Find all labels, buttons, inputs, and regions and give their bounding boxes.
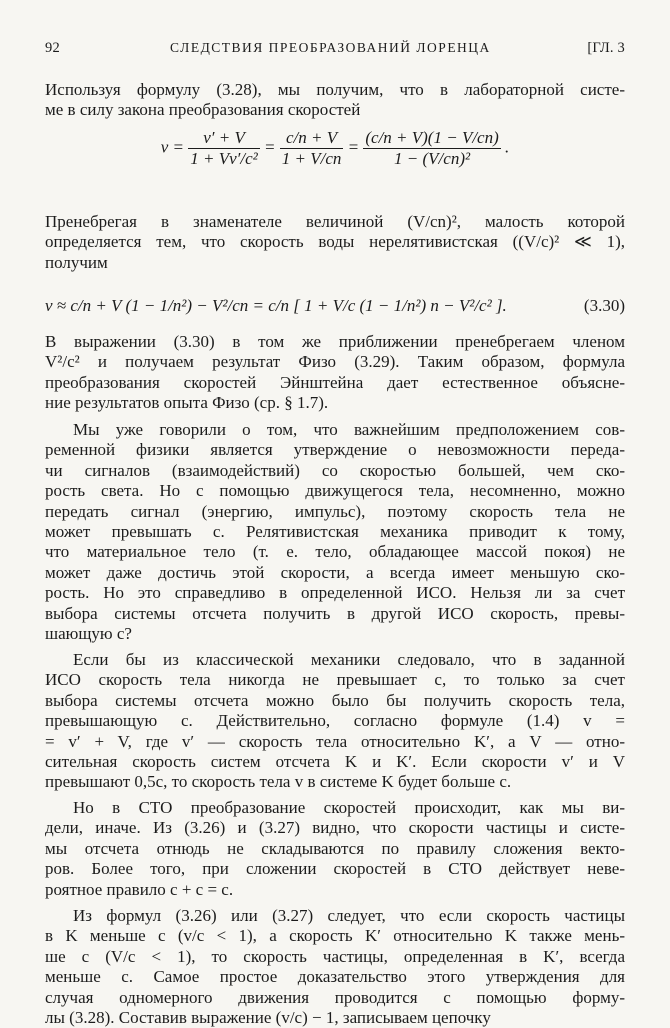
text-line: V²/c² и получаем результат Физо (3.29). Таким образом, формула xyxy=(45,352,625,372)
text-line: Из формул (3.26) или (3.27) следует, что если скорость частицы xyxy=(73,906,625,925)
running-header xyxy=(45,40,625,62)
text-line: случая одномерного движения проводится с помощью форму- xyxy=(45,987,625,1007)
numerator: c/n + V xyxy=(280,128,344,149)
text-line: Но в СТО преобразование скоростей происходит, как мы ви- xyxy=(73,798,625,817)
paragraph-proof xyxy=(45,906,625,1028)
text-line: мы отсчета отнюдь не складываются по правилу сложения векто- xyxy=(45,838,625,858)
fraction xyxy=(280,128,344,169)
eq-sign: = xyxy=(264,137,276,157)
intro-paragraph xyxy=(45,80,625,121)
paragraph-sto xyxy=(45,798,625,900)
text-line: ше c (V/c < 1), то скорость частицы, определенная в K′, всегда xyxy=(45,946,625,966)
text-line: ме в силу закона преобразования скоростей xyxy=(45,100,361,120)
text-line: чи сигналов (взаимодействий) со скоростью большей, чем ско- xyxy=(45,460,625,480)
fraction xyxy=(188,128,260,169)
page-number: 92 xyxy=(45,40,60,56)
text-line: Если бы из классической механики следовало, что в заданной xyxy=(73,650,625,669)
numerator: (c/n + V)(1 − V/cn) xyxy=(365,128,499,147)
fraction xyxy=(363,128,500,169)
text-line: выбора системы отсчета можно было бы получить скорость тела, xyxy=(45,690,625,710)
equation-velocity-lab xyxy=(45,128,625,200)
chapter-label: [ГЛ. 3 xyxy=(587,40,625,56)
text-line: в K меньше c (v/c < 1), а скорость K′ относительно K также мень- xyxy=(45,926,625,946)
text-line: В выражении (3.30) в том же приближении пренебрегаем членом xyxy=(45,332,625,351)
text-line: может превышать c. Релятивистская механика приводит к тому, xyxy=(45,522,625,542)
numerator: v′ + V xyxy=(188,128,260,149)
text-line: ременной физики является утверждение о невозможности переда- xyxy=(45,440,625,460)
text-line: превышающую c. Действительно, согласно формуле (1.4) v = xyxy=(45,711,625,731)
text-line: = v′ + V, где v′ — скорость тела относительно K′, а V — отно- xyxy=(45,731,625,751)
text-line: Мы уже говорили о том, что важнейшим предположением сов- xyxy=(73,420,625,439)
paragraph-classical xyxy=(45,650,625,793)
text-line: сительная скорость систем отсчета K и K′. Если скорости v′ и V xyxy=(45,752,625,772)
text-line: рость. Но это справедливо в определенной ИСО. Нельзя ли за счет xyxy=(45,583,625,603)
equation-3-30 xyxy=(45,290,625,322)
denominator: 1 + Vv′/c² xyxy=(190,149,258,168)
text-line: превышают 0,5c, то скорость тела v в системе K будет больше c. xyxy=(45,772,512,792)
text-line: Используя формулу (3.28), мы получим, что в лабораторной систе- xyxy=(45,80,625,99)
equation-number: (3.30) xyxy=(583,296,625,315)
text-line: определяется тем, что скорость воды нерелятивистская ((V/c)² ≪ 1), xyxy=(45,232,625,252)
text-line: Пренебрегая в знаменателе величиной (V/cn)², малость которой xyxy=(45,212,625,231)
eq-sign: = xyxy=(347,137,360,157)
text-line: выбора системы отсчета получить в другой ИСО скорость, превы- xyxy=(45,603,625,623)
equation-expression: v ≈ c/n + V (1 − 1/n²) − V²/cn = c/n [ 1 + V/c (1 − 1/n²) n − V²/c² ]. xyxy=(45,296,507,315)
paragraph-neglect xyxy=(45,212,625,273)
text-line: лы (3.28). Составив выражение (v/c) − 1, записываем цепочку xyxy=(45,1008,491,1028)
text-line: получим xyxy=(45,252,108,272)
text-line: преобразования скоростей Эйнштейна дает естественное объясне- xyxy=(45,372,625,392)
eq-end: . xyxy=(505,137,510,157)
text-line: ние результатов опыта Физо (ср. § 1.7). xyxy=(45,393,329,413)
text-line: ров. Более того, при сложении скоростей в СТО действует неве- xyxy=(45,859,625,879)
text-line: передать сигнал (энергию, импульс), поэтому скорость тела не xyxy=(45,501,625,521)
text-line: ИСО скорость тела никогда не превышает c, то только за счет xyxy=(45,670,625,690)
eq-lhs: v = xyxy=(160,137,185,157)
text-line: может даже достичь этой скорости, а всегда имеет меньшую ско- xyxy=(45,562,625,582)
text-line: шающую c? xyxy=(45,624,132,644)
text-line: дели, иначе. Из (3.26) и (3.27) видно, что скорости частицы и систе- xyxy=(45,818,625,838)
text-line: меньше c. Самое простое доказательство этого утверждения для xyxy=(45,967,625,987)
denominator: 1 + V/cn xyxy=(281,149,342,168)
running-title: СЛЕДСТВИЯ ПРЕОБРАЗОВАНИЙ ЛОРЕНЦА xyxy=(170,40,491,55)
paragraph-signals xyxy=(45,420,625,644)
text-line: роятное правило c + c = c. xyxy=(45,879,234,899)
text-line: что материальное тело (т. е. тело, обладающее массой покоя) не xyxy=(45,542,625,562)
paragraph-fizeau xyxy=(45,332,625,414)
denominator: 1 − (V/cn)² xyxy=(394,149,471,168)
text-line: рость света. Но с помощью движущегося тела, несомненно, можно xyxy=(45,481,625,501)
